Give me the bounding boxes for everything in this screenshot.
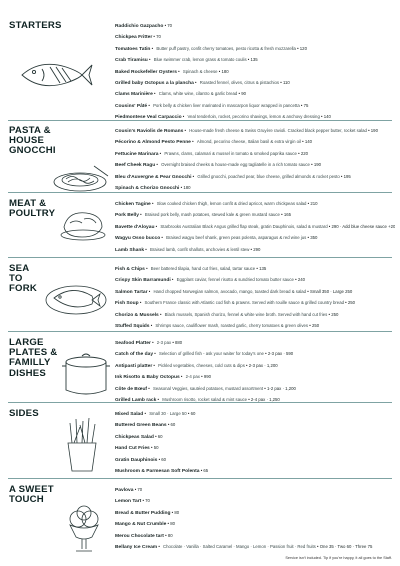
item-name: Fettucine Marinara xyxy=(115,151,159,157)
item-name: Chickpea Fritter xyxy=(115,35,153,41)
item-desc: 2-3 pax xyxy=(156,340,172,345)
item-price: 80 xyxy=(170,521,176,527)
item-name: Pork Belly xyxy=(115,213,139,219)
item-price: 60 xyxy=(161,456,167,462)
item-desc: Butter puff pastry, confit cherry tomatoes, pesto ricotta & fresh mozzarella xyxy=(156,45,296,51)
item-name: Wagyu Osso bucco xyxy=(115,236,161,242)
menu-item: Ink Risotto & Baby Octopus • 2-4 pax • 990 xyxy=(115,374,211,381)
item-name: Gratin Dauphinois xyxy=(115,457,158,463)
item-desc: Prawns, clams, calamari & mussel in tomato & smoked paprika sauce xyxy=(164,150,297,156)
menu-item: Grilled Lamb rack • Mushroom risotto, rocket salad & mint sauce • 2-4 pax · 1,250 xyxy=(115,397,280,404)
item-price: 350 xyxy=(310,235,318,241)
item-name: Hand Cut Fries xyxy=(115,446,150,452)
item-name: Chickpeas Salad xyxy=(115,434,154,440)
menu-item: Bavette d'Aloyau • Starbrooks Australian Black Angus grilled flap steak, gratin Dauphinois, salad & mustard • 290 · Add blue cheese sauce +20 xyxy=(115,223,395,230)
item-desc: Almond, pecorino cheese, Italian basil & extra virgin oil xyxy=(196,139,301,145)
menu-item: Lemon Tart • 70 xyxy=(115,498,150,505)
item-desc: Slow cooked chicken thigh, lemon confit & dried apricot, warm chickpeas salad xyxy=(156,201,307,206)
item-name: Lemon Tart xyxy=(115,499,142,505)
item-price: 250 xyxy=(311,323,320,329)
item-price: 190 xyxy=(313,162,322,168)
item-price: 75 xyxy=(303,102,309,108)
item-list xyxy=(115,485,395,553)
item-desc: Starbrooks Australian Black Angus grilled flap steak, gratin Dauphinois, salad & mustard xyxy=(160,223,328,229)
item-price: Small 350 · Large 250 xyxy=(309,288,353,294)
item-desc: Pickled vegetables, cheeses, cold cuts & dips xyxy=(158,362,245,368)
item-desc: Small 30 · Large 50 xyxy=(149,411,187,416)
item-desc: Mushroom risotto, rocket salad & mint sauce xyxy=(162,397,248,403)
menu-item: Bellany Ice Cream • Chocolate · Vanilla · Salted Caramel · Mango · Lemon · Passion fruit · Red fruits • One 35 · Two 60 · Three 75 xyxy=(115,544,373,551)
menu-item: Bread & Butter Pudding • 80 xyxy=(115,509,180,516)
item-name: Mushroom & Parmesan Soft Polenta xyxy=(115,469,200,475)
menu-item: Clams Marinière • Clams, white wine, cilantro & garlic bread • 90 xyxy=(115,91,246,98)
item-desc: Spinach & cheese xyxy=(182,68,218,74)
item-price: 120 xyxy=(299,45,307,51)
menu-item: Côte de Bœuf • Seasonal Veggies, sautéed potatoes, mustard assortment • 1-2 pax · 1,200 xyxy=(115,385,296,392)
item-desc: Seasonal Veggies, sautéed potatoes, mustard assortment xyxy=(152,385,264,391)
menu-item: Merou Chocolate tart • 80 xyxy=(115,532,173,539)
item-desc: Braised pork belly, mash potatoes, stewed kale & green mustard sauce xyxy=(144,212,280,218)
divider xyxy=(8,331,392,332)
item-price: 2-3 pax · 590 xyxy=(267,351,294,357)
item-name: Clams Marinière xyxy=(115,92,153,98)
menu-item: Gratin Dauphinois • 60 xyxy=(115,456,167,463)
menu-item: Mushroom & Parmesan Soft Polenta • 65 xyxy=(115,468,209,475)
roast-chicken-icon xyxy=(58,205,108,243)
item-list xyxy=(115,264,395,332)
divider xyxy=(8,478,392,479)
item-name: Buttered Green Beans xyxy=(115,423,167,429)
menu-item: Buttered Green Beans • 60 xyxy=(115,422,176,429)
item-price: 290 · Add blue cheese sauce +20 xyxy=(331,223,395,229)
item-price: 195 xyxy=(343,173,351,179)
item-price: 70 xyxy=(156,34,161,40)
item-price: 140 xyxy=(323,114,331,120)
item-desc: Black mussels, Spanish chorizo, fennel & white wine broth. Served with hand cut fries xyxy=(164,311,328,317)
item-name: Crispy Skin Barramundi xyxy=(115,278,171,284)
item-price: One 35 · Two 60 · Three 75 xyxy=(319,544,373,550)
item-desc: Braised lamb, confit shallots, anchovies & lentil stew xyxy=(150,246,250,252)
item-name: Beef Cheek Ragu xyxy=(115,163,156,169)
fries-icon xyxy=(60,415,104,475)
menu-item: Wagyu Osso bucco • Braised wagyu beef shank, green peas polenta, asparagus & red wine jus • 350 xyxy=(115,235,318,242)
item-name: Bread & Butter Pudding xyxy=(115,510,171,516)
item-name: Bleu d'Auvergne & Pear Gnocchi xyxy=(115,174,192,180)
item-name: Cousin's Raviolis de Romans xyxy=(115,129,184,134)
item-list xyxy=(115,199,395,256)
item-name: Mango & Nut Crumble xyxy=(115,522,167,528)
item-name: Tomatoes Tatin xyxy=(115,46,151,52)
section-title: MEAT & POULTRY xyxy=(9,198,56,220)
item-price: 290 xyxy=(253,246,261,252)
menu-item: Fettucine Marinara • Prawns, clams, calamari & mussel in tomato & smoked paprika sauce • 220 xyxy=(115,150,309,157)
menu-item: Seafood Platter • 2-3 pax • 880 xyxy=(115,340,183,346)
menu-item: Chicken Tagine • Slow cooked chicken thigh, lemon confit & dried apricot, warm chickpeas salad • 210 xyxy=(115,201,318,207)
item-price: 880 xyxy=(175,340,183,345)
item-name: Fish Soup xyxy=(115,301,139,307)
item-price: 70 xyxy=(145,498,150,504)
menu-item: Pork Belly • Braised pork belly, mash potatoes, stewed kale & green mustard sauce • 165 xyxy=(115,212,292,219)
item-desc: House-made fresh cheese & Swiss Gruyère ravioli. Cracked black pepper butter, rocket salad xyxy=(189,128,367,133)
item-list xyxy=(115,409,395,477)
item-name: Piedmontese Veal Carpaccio xyxy=(115,115,182,121)
item-name: Lamb Shank xyxy=(115,247,145,253)
menu-item: Antipasti platter • Pickled vegetables, cheeses, cold cuts & dips • 2-3 pax · 1,200 xyxy=(115,362,278,369)
menu-item: Crab Tiramisu • Blue swimmer crab, lemon grass & tomato coulis • 135 xyxy=(115,57,258,64)
item-name: Mixed Salad xyxy=(115,412,144,417)
pasta-bowl-icon xyxy=(50,162,110,194)
menu-item: Baked Rockefeller Oysters • Spinach & cheese • 180 xyxy=(115,68,229,75)
item-price: 190 xyxy=(370,128,378,133)
item-price: 165 xyxy=(283,212,292,218)
cooking-pot-icon xyxy=(60,346,112,402)
fish-dish-icon xyxy=(42,274,110,320)
divider xyxy=(8,120,392,121)
item-price: 90 xyxy=(241,91,246,97)
section-title: STARTERS xyxy=(9,20,62,31)
item-price: 70 xyxy=(137,487,143,492)
item-price: 180 xyxy=(183,185,191,191)
item-name: Ink Risotto & Baby Octopus xyxy=(115,375,180,381)
item-name: Crab Tiramisu xyxy=(115,58,148,64)
menu-item: Grilled baby Octopus a la plancha • Roasted fennel, olives, citrus & pistachios • 110 xyxy=(115,80,290,87)
menu-item: Crispy Skin Barramundi • Eggplant caviar, fennel risotto & sundried tomato butter sauce • 240 xyxy=(115,277,305,284)
menu-item: Bleu d'Auvergne & Pear Gnocchi • Grilled gnocchi, poached pear, blue cheese, grilled almonds & rocket pesto • 195 xyxy=(115,173,351,180)
item-price: 990 xyxy=(203,374,211,380)
item-price: 1-2 pax · 1,200 xyxy=(267,385,296,391)
item-name: Baked Rockefeller Oysters xyxy=(115,69,177,75)
item-name: Pavlova xyxy=(115,488,134,493)
item-desc: Chocolate · Vanilla · Salted Caramel · Mango · Lemon · Passion fruit · Red fruits xyxy=(163,544,316,550)
item-desc: Southern France classic with Atlantic cod fish & prawns. Served with rouille sauce & grilled country bread xyxy=(144,300,344,306)
divider xyxy=(8,192,392,193)
menu-item: Fish & Chips • Beer battered tilapia, hand cut fries, salad, tartar sauce • 135 xyxy=(115,266,267,272)
item-desc: Grilled gnocchi, poached pear, blue cheese, grilled almonds & rocket pesto xyxy=(197,173,340,179)
section-title: SIDES xyxy=(9,408,39,419)
item-desc: Blue swimmer crab, lemon grass & tomato coulis xyxy=(153,57,247,63)
item-name: Cousins' Pâté xyxy=(115,103,148,109)
item-price: 220 xyxy=(300,150,309,156)
item-desc: 2-4 pax xyxy=(185,374,200,380)
item-name: Chorizo & Mussels xyxy=(115,312,159,318)
section-title: PASTA & HOUSE GNOCCHI xyxy=(9,125,56,157)
menu-item: Spinach & Chorizo Gnocchi • 180 xyxy=(115,185,191,192)
item-name: Antipasti platter xyxy=(115,363,153,369)
item-desc: Roasted fennel, olives, citrus & pistachios xyxy=(199,80,280,86)
item-name: Grilled Lamb rack xyxy=(115,398,157,404)
item-price: 60 xyxy=(170,422,176,428)
menu-item: Tomatoes Tatin • Butter puff pastry, confit cherry tomatoes, pesto ricotta & fresh mozzarella • 120 xyxy=(115,45,307,52)
item-price: 135 xyxy=(259,266,267,271)
item-name: Seafood Platter xyxy=(115,341,151,346)
item-name: Fish & Chips xyxy=(115,267,145,272)
ice-cream-icon xyxy=(62,505,106,553)
menu-item: Stuffed Squids • Shrimps sauce, cauliflower mash, roasted garlic, cherry tomatoes & green olives • 250 xyxy=(115,323,320,330)
item-price: 80 xyxy=(174,509,180,515)
section-title: A SWEET TOUCH xyxy=(9,484,54,506)
menu-item: Chorizo & Mussels • Black mussels, Spanish chorizo, fennel & white wine broth. Served with hand cut fries • 250 xyxy=(115,311,339,318)
item-price: 110 xyxy=(282,80,290,86)
item-price: 80 xyxy=(167,532,173,538)
menu-item: Mango & Nut Crumble • 80 xyxy=(115,521,176,528)
menu-item: Chickpea Fritter • 70 xyxy=(115,34,161,41)
item-desc: Overnight braised cheeks & house-made egg tagliatelle in a rich tomato sauce xyxy=(161,162,310,168)
fish-icon xyxy=(16,55,96,95)
item-name: Salmon Tartar xyxy=(115,289,148,295)
item-price: 60 xyxy=(157,433,163,439)
item-desc: Beer battered tilapia, hand cut fries, salad, tartar sauce xyxy=(150,266,256,271)
item-price: 65 xyxy=(203,468,209,474)
divider xyxy=(8,402,392,403)
menu-item: Pécorino & Almond Pesto Penne • Almond, pecorino cheese, Italian basil & extra virgin oil • 140 xyxy=(115,139,313,146)
menu-item: Catch of the day • Selection of grilled fish - ask your waiter for today's one • 2-3 pax · 590 xyxy=(115,351,294,358)
item-desc: Shrimps sauce, cauliflower mash, roasted garlic, cherry tomatoes & green olives xyxy=(155,323,309,329)
menu-item: Pavlova • 70 xyxy=(115,487,143,493)
item-desc: Veal tenderloin, rocket, pecorino shavings, lemon & anchovy dressing xyxy=(187,114,320,120)
menu-item: Mixed Salad • Small 30 · Large 50 • 60 xyxy=(115,411,196,417)
item-price: 140 xyxy=(304,139,313,145)
item-price: 240 xyxy=(297,277,305,283)
menu-item: Cousin's Raviolis de Romans • House-made fresh cheese & Swiss Gruyère ravioli. Cracked black pepper butter, rocket salad • 190 xyxy=(115,128,378,134)
menu-item: Cousins' Pâté • Pork belly & chicken liver marinated in mascarpon liquor wrapped in pancetta • 75 xyxy=(115,102,309,109)
section-title: LARGE PLATES & FAMILLY DISHES xyxy=(9,337,58,379)
item-list xyxy=(115,21,395,124)
item-name: Chicken Tagine xyxy=(115,202,151,207)
divider xyxy=(8,257,392,258)
item-price: 50 xyxy=(153,445,159,451)
item-name: Spinach & Chorizo Gnocchi xyxy=(115,186,180,192)
menu-item: Lamb Shank • Braised lamb, confit shallots, anchovies & lentil stew • 290 xyxy=(115,246,261,253)
item-price: 135 xyxy=(250,57,258,63)
item-desc: Braised wagyu beef shank, green peas polenta, asparagus & red wine jus xyxy=(166,235,307,241)
menu-item: Chickpeas Salad • 60 xyxy=(115,433,163,440)
menu-item: Fish Soup • Southern France classic with Atlantic cod fish & prawns. Served with rouille sauce & grilled country bread • 250 xyxy=(115,300,356,307)
item-desc: Eggplant caviar, fennel risotto & sundried tomato butter sauce xyxy=(176,277,294,283)
item-price: 60 xyxy=(190,411,196,416)
item-price: 180 xyxy=(221,68,229,74)
item-list xyxy=(115,338,395,406)
item-price: 210 xyxy=(310,201,318,206)
item-desc: Pork belly & chicken liver marinated in mascarpon liquor wrapped in pancetta xyxy=(153,102,300,108)
item-price: 250 xyxy=(347,300,356,306)
item-desc: Selection of grilled fish - ask your waiter for today's one xyxy=(158,351,264,357)
menu-item: Piedmontese Veal Carpaccio • Veal tenderloin, rocket, pecorino shavings, lemon & anchovy dressing • 140 xyxy=(115,114,331,121)
item-name: Stuffed Squids xyxy=(115,324,150,330)
item-desc: Hand chopped Norwegian salmon, avocado, mango, toasted dark bread & salad xyxy=(153,288,307,294)
item-desc: Clams, white wine, cilantro & garlic bread xyxy=(158,91,238,97)
section-title: SEA TO FORK xyxy=(9,263,37,295)
menu-item: Hand Cut Fries • 50 xyxy=(115,445,159,452)
item-name: Pécorino & Almond Pesto Penne xyxy=(115,140,191,146)
item-list xyxy=(115,126,395,194)
item-name: Bavette d'Aloyau xyxy=(115,224,155,230)
menu-item: Raddichio Gazpacho • 70 xyxy=(115,23,173,29)
item-price: 70 xyxy=(167,23,173,28)
menu-item: Beef Cheek Ragu • Overnight braised cheeks & house-made egg tagliatelle in a rich tomato sauce • 190 xyxy=(115,162,322,169)
item-name: Grilled baby Octopus a la plancha xyxy=(115,81,194,87)
item-name: Bellany Ice Cream xyxy=(115,545,158,551)
menu-item: Salmon Tartar • Hand chopped Norwegian salmon, avocado, mango, toasted dark bread & salad • Small 350 · Large 250 xyxy=(115,288,353,295)
item-price: 250 xyxy=(331,311,339,317)
item-price: 2-4 pax · 1,250 xyxy=(250,397,280,403)
item-name: Merou Chocolate tart xyxy=(115,533,164,539)
item-price: 2-3 pax · 1,200 xyxy=(248,362,278,368)
item-name: Raddichio Gazpacho xyxy=(115,24,164,29)
footer-note: Service isn't included. Tip if you're happy, it all goes to the Staff. xyxy=(285,556,392,560)
item-name: Côte de Bœuf xyxy=(115,386,148,392)
item-name: Catch of the day xyxy=(115,352,154,358)
